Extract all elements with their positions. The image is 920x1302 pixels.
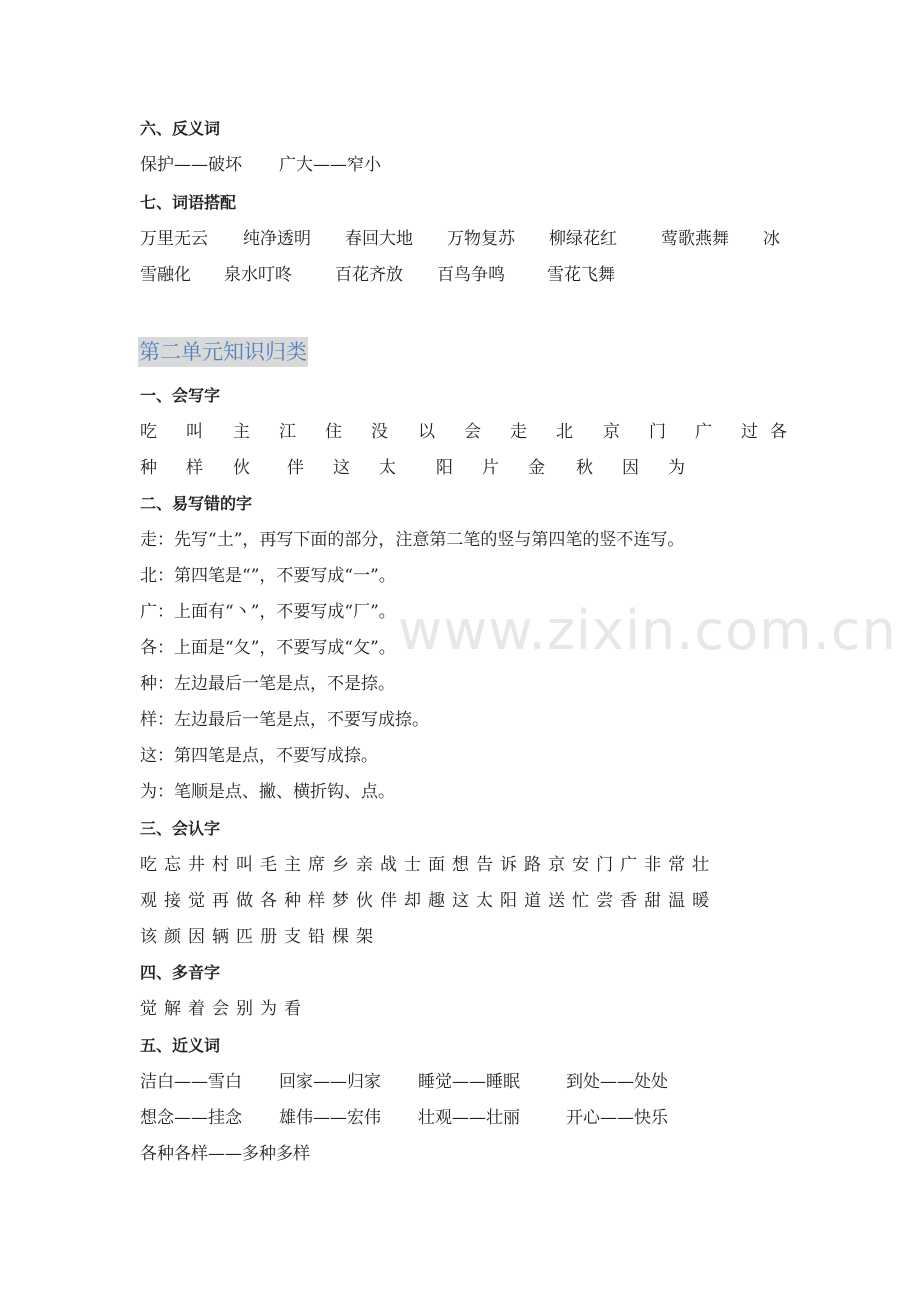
write-char: 片 <box>482 458 499 478</box>
write-char: 广 <box>695 422 712 442</box>
watermark: www.zixin.com.cn <box>398 599 897 662</box>
error-char-note: 种：左边最后一笔是点，不是捺。 <box>140 674 395 694</box>
error-char-note: 各：上面是“夂”，不要写成“攵”。 <box>140 638 396 658</box>
synonym-pair: 想念——挂念 <box>140 1108 242 1128</box>
antonym-pair: 广大——窄小 <box>279 155 381 175</box>
write-char: 秋 <box>576 458 593 478</box>
write-char: 样 <box>186 458 203 478</box>
error-char-note: 北：第四笔是“”，不要写成“一”。 <box>140 566 396 586</box>
write-char: 北 <box>556 422 573 442</box>
error-char-note: 为：笔顺是点、撇、横折钩、点。 <box>140 782 395 802</box>
write-char: 金 <box>528 458 545 478</box>
recognize-chars-row: 该 颜 因 辆 匹 册 支 铅 棵 架 <box>140 927 374 947</box>
collocation-word: 万里无云 <box>140 229 208 249</box>
collocation-word: 春回大地 <box>345 229 413 249</box>
write-char: 江 <box>279 422 296 442</box>
collocation-word: 莺歌燕舞 <box>661 229 729 249</box>
collocation-word: 雪花飞舞 <box>547 265 615 285</box>
write-char: 住 <box>325 422 342 442</box>
write-char: 没 <box>371 422 388 442</box>
section-heading-collocations: 七、词语搭配 <box>140 193 237 212</box>
synonym-pair: 回家——归家 <box>279 1072 381 1092</box>
synonym-pair: 到处——处处 <box>566 1072 668 1092</box>
write-char: 过 <box>741 422 758 442</box>
synonym-pair: 雄伟——宏伟 <box>279 1108 381 1128</box>
synonym-pair: 洁白——雪白 <box>140 1072 242 1092</box>
recognize-chars-row: 吃 忘 井 村 叫 毛 主 席 乡 亲 战 士 面 想 告 诉 路 京 安 门 广 非 常 壮 <box>140 855 710 875</box>
synonym-pair: 开心——快乐 <box>566 1108 668 1128</box>
synonym-pair: 各种各样——多种多样 <box>140 1144 310 1164</box>
write-char: 各 <box>770 422 787 442</box>
collocation-word: 冰 <box>763 229 780 249</box>
write-char: 走 <box>510 422 527 442</box>
error-char-note: 广：上面有“丶”，不要写成“厂”。 <box>140 602 396 622</box>
write-char: 主 <box>233 422 250 442</box>
section-heading-synonyms: 五、近义词 <box>140 1036 221 1055</box>
collocation-word: 百鸟争鸣 <box>437 265 505 285</box>
write-char: 京 <box>603 422 620 442</box>
write-char: 会 <box>464 422 481 442</box>
antonym-pair: 保护——破坏 <box>140 155 242 175</box>
write-char: 以 <box>418 422 435 442</box>
error-char-note: 这：第四笔是点，不要写成捺。 <box>140 746 378 766</box>
section-heading-antonyms: 六、反义词 <box>140 119 221 138</box>
section-heading-recognize-chars: 三、会认字 <box>140 819 221 838</box>
collocation-word: 万物复苏 <box>447 229 515 249</box>
recognize-chars-row: 观 接 觉 再 做 各 种 样 梦 伙 伴 却 趣 这 太 阳 道 送 忙 尝 香 甜 温 暖 <box>140 891 710 911</box>
synonym-pair: 壮观——壮丽 <box>418 1108 520 1128</box>
write-char: 伙 <box>233 458 250 478</box>
write-char: 叫 <box>186 422 203 442</box>
write-char: 种 <box>140 458 157 478</box>
section-heading-polyphones: 四、多音字 <box>140 963 221 982</box>
write-char: 因 <box>622 458 639 478</box>
section-heading-error-chars: 二、易写错的字 <box>140 494 253 513</box>
write-char: 吃 <box>140 422 157 442</box>
collocation-word: 柳绿花红 <box>549 229 617 249</box>
section-heading-write-chars: 一、会写字 <box>140 386 221 405</box>
polyphone-chars: 觉 解 着 会 别 为 看 <box>140 999 302 1019</box>
collocation-word: 纯净透明 <box>243 229 311 249</box>
error-char-note: 走：先写“土”，再写下面的部分，注意第二笔的竖与第四笔的竖不连写。 <box>140 530 685 550</box>
write-char: 为 <box>668 458 685 478</box>
write-char: 门 <box>649 422 666 442</box>
synonym-pair: 睡觉——睡眠 <box>418 1072 520 1092</box>
collocation-word: 雪融化 <box>140 265 191 285</box>
write-char: 伴 <box>287 458 304 478</box>
unit-title: 第二单元知识归类 <box>138 337 308 367</box>
collocation-word: 泉水叮咚 <box>224 265 292 285</box>
error-char-note: 样：左边最后一笔是点，不要写成捺。 <box>140 710 429 730</box>
collocation-word: 百花齐放 <box>335 265 403 285</box>
write-char: 阳 <box>436 458 453 478</box>
write-char: 这 <box>333 458 350 478</box>
write-char: 太 <box>379 458 396 478</box>
